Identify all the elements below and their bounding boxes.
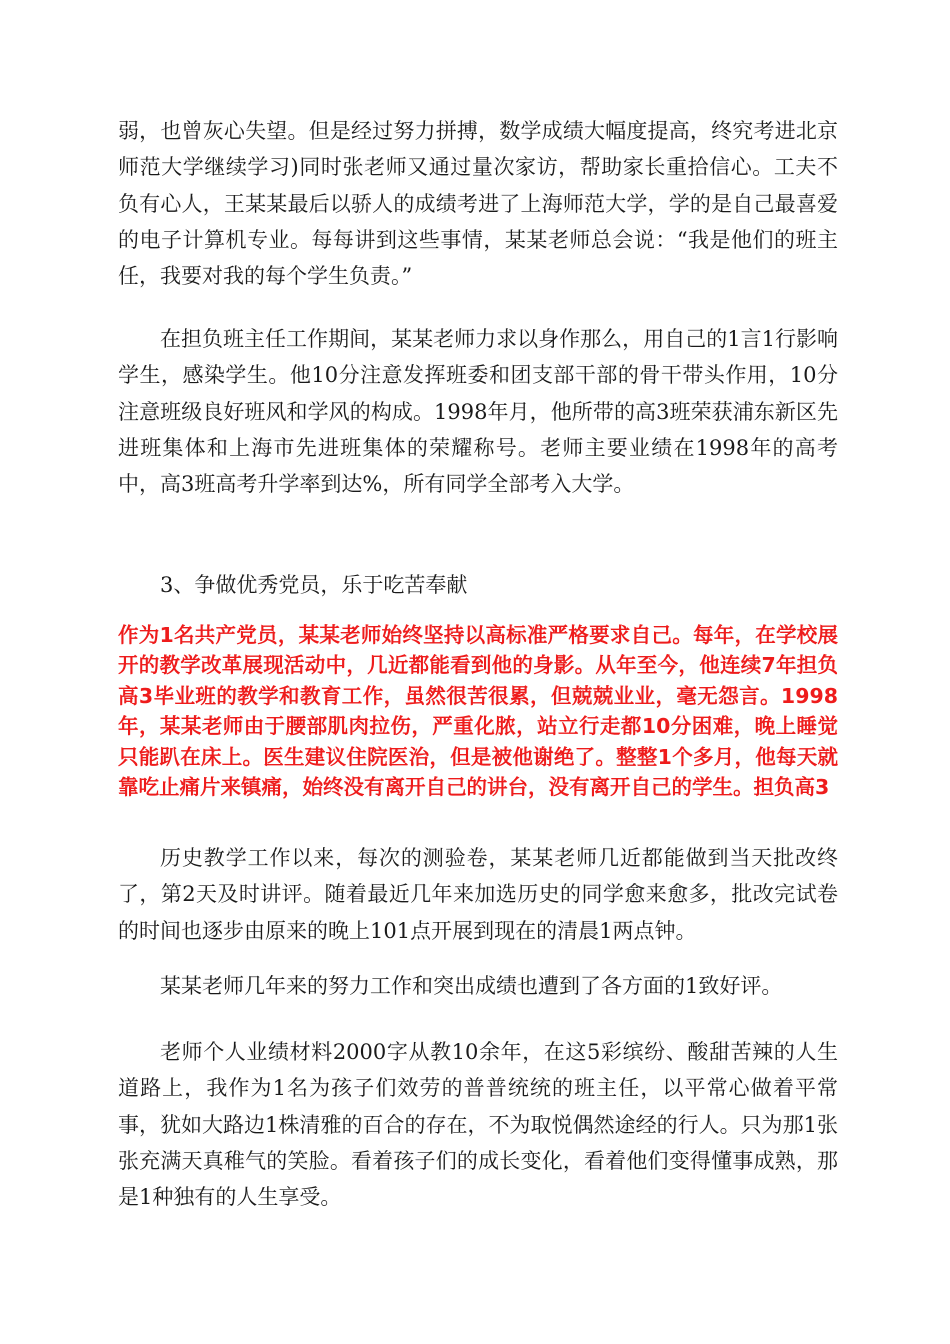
paragraph-6: 老师个人业绩材料2000字从教10余年，在这5彩缤纷、酸甜苦辣的人生道路上，我作为1名为孩子们效劳的普普统统的班主任，以平常心做着平常事，犹如大路边1株清雅的百合的存在，不为取悦偶然途经的行人。只为那1张张充满天真稚气的笑脸。看着孩子们的成长变化，看着他们变得懂事成熟，那是1种独有的人生享受。: [118, 1040, 838, 1210]
paragraph-1: 弱，也曾灰心失望。但是经过努力拼搏，数学成绩大幅度提高，终究考进北京师范大学继续学习)同时张老师又通过量次家访，帮助家长重拾信心。工夫不负有心人，王某某最后以骄人的成绩考进了上海师范大学，学的是自己最喜爱的电子计算机专业。每每讲到这些事情，某某老师总会说：“我是他们的班主任，我要对我的每个学生负责。”: [118, 119, 838, 289]
paragraph-red-highlight: 作为1名共产党员，某某老师始终坚持以高标准严格要求自己。每年，在学校展开的教学改革展现活动中，几近都能看到他的身影。从年至今，他连续7年担负高3毕业班的教学和教育工作，虽然很苦很累，但兢兢业业，毫无怨言。1998年，某某老师由于腰部肌肉拉伤，严重化脓，站立行走都10分困难，晚上睡觉只能趴在床上。医生建议住院医治，但是被他谢绝了。整整1个多月，他每天就靠吃止痛片来镇痛，始终没有离开自己的讲台，没有离开自己的学生。担负高3: [118, 623, 838, 800]
section-heading-3: 3、争做优秀党员，乐于吃苦奉献: [160, 573, 468, 597]
paragraph-4: 历史教学工作以来，每次的测验卷，某某老师几近都能做到当天批改终了，第2天及时讲评。随着最近几年来加选历史的同学愈来愈多，批改完试卷的时间也逐步由原来的晚上101点开展到现在的清晨1两点钟。: [118, 846, 838, 943]
paragraph-2: 在担负班主任工作期间，某某老师力求以身作那么，用自己的1言1行影响学生，感染学生。他10分注意发挥班委和团支部干部的骨干带头作用，10分注意班级良好班风和学风的构成。1998年月，他所带的高3班荣获浦东新区先进班集体和上海市先进班集体的荣耀称号。老师主要业绩在1998年的高考中，高3班高考升学率到达%，所有同学全部考入大学。: [118, 327, 838, 497]
paragraph-5: 某某老师几年来的努力工作和突出成绩也遭到了各方面的1致好评。: [160, 974, 783, 998]
